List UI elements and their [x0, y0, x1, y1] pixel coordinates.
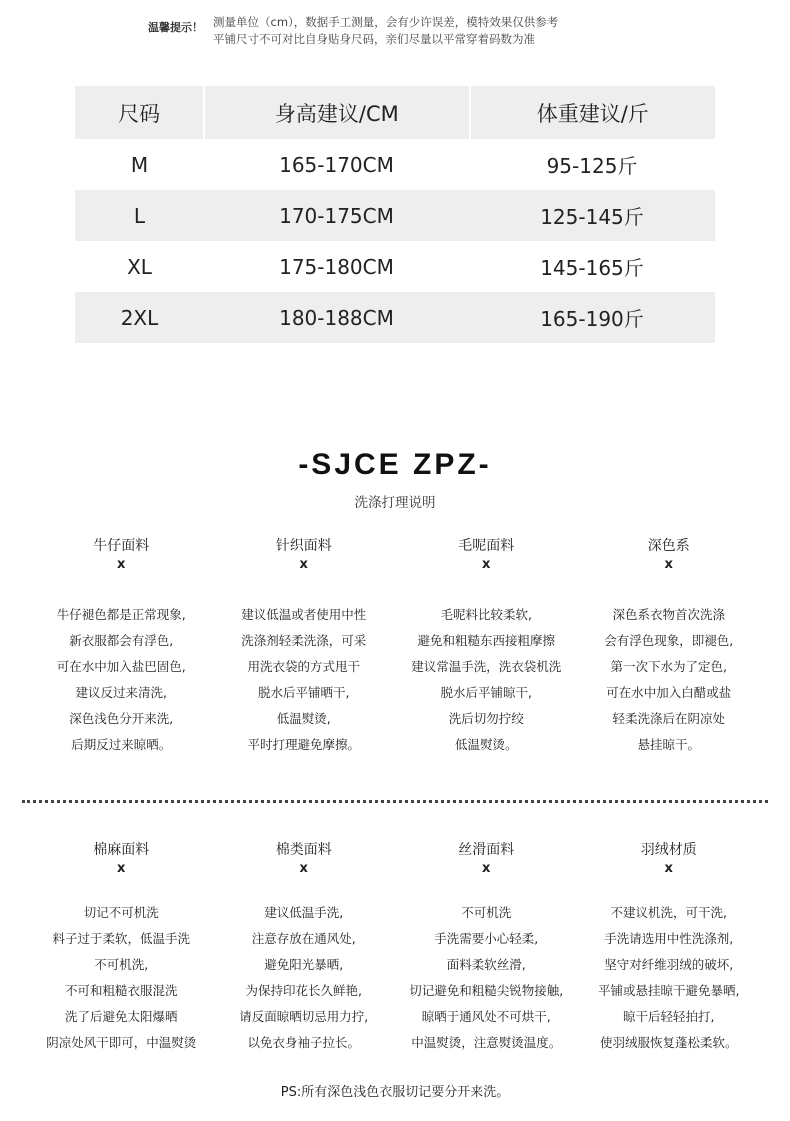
- care-line: 使羽绒服恢复蓬松柔软。: [599, 1035, 738, 1050]
- care-line: 洗了后避免太阳爆晒: [64, 1009, 178, 1024]
- care-line: 建议低温手洗,: [264, 905, 344, 920]
- header-weight: 体重建议/斤: [469, 86, 715, 139]
- care-column: [30, 840, 213, 1056]
- care-line: 牛仔褪色都是正常现象,: [56, 607, 186, 622]
- care-line: 不可机洗,: [94, 957, 149, 972]
- care-title: 针织面料: [275, 538, 332, 554]
- care-column: [578, 840, 761, 1056]
- care-text: [30, 602, 213, 758]
- care-title: 毛呢面料: [458, 538, 515, 554]
- care-mark: x: [664, 557, 673, 572]
- care-line: 切记避免和粗糙尖锐物接触,: [409, 983, 564, 998]
- size-table: [75, 86, 715, 343]
- care-line: 不可和粗糙衣服混洗: [64, 983, 178, 998]
- notice-line: 测量单位（cm），数据手工测量，会有少许误差，模特效果仅供参考: [213, 15, 559, 29]
- care-text: [395, 602, 578, 758]
- care-line: 平铺或悬挂晾干避免暴晒,: [598, 983, 740, 998]
- care-line: 洗涤剂轻柔洗涤，可采: [241, 633, 367, 648]
- header-size: 尺码: [75, 86, 203, 139]
- height-cell: 165-170CM: [279, 152, 394, 177]
- size-table-header: [75, 86, 715, 139]
- care-text: [213, 602, 396, 758]
- care-mark: x: [299, 557, 308, 572]
- care-column: [213, 840, 396, 1056]
- care-line: 阴凉处风干即可，中温熨烫: [46, 1035, 197, 1050]
- care-line: 手洗需要小心轻柔,: [434, 931, 539, 946]
- care-line: 切记不可机洗: [83, 905, 159, 920]
- care-line: 注意存放在通风处,: [251, 931, 356, 946]
- care-line: 洗后切勿拧绞: [448, 711, 524, 726]
- care-mark: x: [299, 861, 308, 876]
- notice-line: 平铺尺寸不可对比自身贴身尺码，亲们尽量以平常穿着码数为准: [213, 32, 535, 46]
- care-line: 新衣服都会有浮色,: [69, 633, 174, 648]
- height-cell: 175-180CM: [279, 254, 394, 279]
- care-line: 为保持印花长久鲜艳,: [245, 983, 362, 998]
- care-row-2: [30, 840, 760, 1056]
- care-line: 请反面晾晒切忌用力拧,: [239, 1009, 369, 1024]
- care-line: 晾晒于通风处不可烘干,: [421, 1009, 551, 1024]
- care-title: 羽绒材质: [640, 842, 697, 858]
- care-line: 可在水中加入白醋或盐: [606, 685, 732, 700]
- care-mark: x: [117, 861, 126, 876]
- care-line: 建议反过来清洗,: [75, 685, 167, 700]
- care-mark: x: [664, 861, 673, 876]
- care-line: 深色浅色分开来洗,: [69, 711, 174, 726]
- notice: [148, 14, 558, 48]
- care-line: 轻柔洗涤后在阴凉处: [612, 711, 725, 726]
- care-line: 以免衣身袖子拉长。: [247, 1035, 360, 1050]
- table-row: [75, 139, 715, 190]
- care-line: 用洗衣袋的方式甩干: [247, 659, 360, 674]
- care-column: [395, 840, 578, 1056]
- care-mark: x: [482, 557, 491, 572]
- care-line: 避免阳光暴晒,: [264, 957, 344, 972]
- care-title: 丝滑面料: [458, 842, 515, 858]
- care-mark: x: [482, 861, 491, 876]
- care-column: [213, 536, 396, 758]
- height-cell: 180-188CM: [279, 305, 394, 330]
- table-row: [75, 292, 715, 343]
- weight-cell: 95-125斤: [546, 154, 638, 178]
- size-cell: 2XL: [120, 305, 159, 330]
- size-cell: L: [133, 203, 146, 228]
- care-line: 建议常温手洗，洗衣袋机洗: [411, 659, 562, 674]
- care-line: 不建议机洗，可干洗,: [610, 905, 727, 920]
- care-column: [395, 536, 578, 758]
- care-column: [578, 536, 761, 758]
- care-title: 棉类面料: [275, 842, 332, 858]
- care-line: 悬挂晾干。: [637, 737, 700, 752]
- weight-cell: 165-190斤: [540, 307, 644, 331]
- care-line: 后期反过来晾晒。: [71, 737, 172, 752]
- care-line: 平时打理避免摩擦。: [247, 737, 360, 752]
- care-title: 深色系: [647, 538, 690, 554]
- weight-cell: 145-165斤: [540, 256, 644, 280]
- care-column: [30, 536, 213, 758]
- table-row: [75, 190, 715, 241]
- care-line: 手洗请选用中性洗涤剂,: [604, 931, 734, 946]
- table-row: [75, 241, 715, 292]
- care-line: 建议低温或者使用中性: [241, 607, 367, 622]
- care-line: 低温熨烫。: [454, 737, 518, 752]
- care-row-1: [30, 536, 760, 758]
- care-line: 会有浮色现象，即褪色,: [604, 633, 734, 648]
- notice-label: 温馨提示！: [148, 21, 203, 34]
- care-line: 毛呢料比较柔软,: [440, 607, 532, 622]
- care-text: [578, 602, 761, 758]
- care-line: 面料柔软丝滑,: [446, 957, 526, 972]
- care-line: 避免和粗糙东西接粗摩擦: [417, 633, 555, 648]
- care-line: 可在水中加入盐巴固色,: [56, 659, 186, 674]
- care-line: 不可机洗: [461, 905, 512, 920]
- size-cell: M: [130, 152, 149, 177]
- care-line: 第一次下水为了定色,: [610, 659, 727, 674]
- care-line: 深色系衣物首次洗涤: [612, 607, 725, 622]
- care-line: 料子过于柔软，低温手洗: [52, 931, 190, 946]
- care-line: 坚守对纤维羽绒的破坏,: [604, 957, 734, 972]
- dotted-divider: [22, 800, 768, 803]
- care-mark: x: [117, 557, 126, 572]
- care-text: [30, 900, 213, 1056]
- care-title: 棉麻面料: [93, 842, 150, 858]
- footer-note: PS:所有深色浅色衣服切记要分开来洗。: [280, 1085, 510, 1100]
- care-title: 牛仔面料: [93, 538, 150, 554]
- care-line: 脱水后平铺晒干,: [258, 685, 350, 700]
- care-section-subtitle: 洗涤打理说明: [354, 495, 436, 511]
- size-cell: XL: [127, 254, 152, 279]
- care-line: 低温熨烫,: [276, 711, 331, 726]
- care-text: [578, 900, 761, 1056]
- header-height: 身高建议/CM: [203, 86, 468, 139]
- brand-logo-text: -SJCE ZPZ-: [298, 448, 492, 481]
- care-line: 脱水后平铺晾干,: [440, 685, 532, 700]
- notice-text: [213, 14, 558, 48]
- care-text: [213, 900, 396, 1056]
- height-cell: 170-175CM: [279, 203, 394, 228]
- weight-cell: 125-145斤: [540, 205, 644, 229]
- care-text: [395, 900, 578, 1056]
- care-line: 晾干后轻轻拍打,: [623, 1009, 715, 1024]
- care-line: 中温熨烫，注意熨烫温度。: [411, 1035, 562, 1050]
